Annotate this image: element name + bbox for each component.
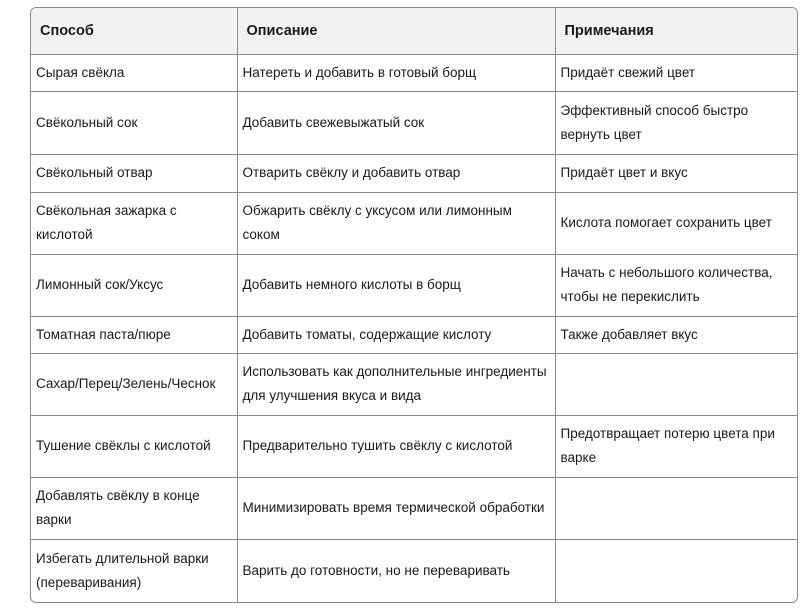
cell-method: Тушение свёклы с кислотой <box>31 415 237 477</box>
cell-notes: Также добавляет вкус <box>555 316 798 353</box>
cell-notes: Предотвращает потерю цвета при варке <box>555 415 798 477</box>
cell-description: Варить до готовности, но не переваривать <box>237 539 555 602</box>
cell-method: Томатная паста/пюре <box>31 316 237 353</box>
table-row <box>31 539 798 602</box>
cell-method: Свёкольный сок <box>31 91 237 154</box>
cell-notes: Начать с небольшого количества, чтобы не перекислить <box>555 254 798 316</box>
cell-description: Предварительно тушить свёклу с кислотой <box>237 415 555 477</box>
cell-method: Добавлять свёклу в конце варки <box>31 477 237 539</box>
table-row <box>31 254 798 316</box>
table-row <box>31 154 798 192</box>
table-header-row <box>31 8 798 54</box>
methods-table <box>31 8 798 602</box>
table-container <box>30 7 798 603</box>
cell-description: Натереть и добавить в готовый борщ <box>237 54 555 91</box>
cell-method: Сахар/Перец/Зелень/Чеснок <box>31 353 237 415</box>
header-notes: Примечания <box>555 8 798 54</box>
cell-description: Добавить томаты, содержащие кислоту <box>237 316 555 353</box>
cell-method: Свёкольная зажарка с кислотой <box>31 192 237 254</box>
cell-notes: Эффективный способ быстро вернуть цвет <box>555 91 798 154</box>
cell-description: Отварить свёклу и добавить отвар <box>237 154 555 192</box>
table-row <box>31 54 798 91</box>
table-row <box>31 353 798 415</box>
table-row <box>31 316 798 353</box>
header-description: Описание <box>237 8 555 54</box>
cell-notes: Придаёт цвет и вкус <box>555 154 798 192</box>
cell-notes: Придаёт свежий цвет <box>555 54 798 91</box>
cell-method: Избегать длительной варки (переваривания) <box>31 539 237 602</box>
table-row <box>31 91 798 154</box>
table-row <box>31 477 798 539</box>
cell-notes <box>555 539 798 602</box>
cell-description: Использовать как дополнительные ингредиенты для улучшения вкуса и вида <box>237 353 555 415</box>
cell-method: Свёкольный отвар <box>31 154 237 192</box>
table-row <box>31 192 798 254</box>
cell-description: Добавить немного кислоты в борщ <box>237 254 555 316</box>
cell-notes <box>555 353 798 415</box>
cell-description: Минимизировать время термической обработки <box>237 477 555 539</box>
cell-method: Сырая свёкла <box>31 54 237 91</box>
cell-description: Добавить свежевыжатый сок <box>237 91 555 154</box>
table-row <box>31 415 798 477</box>
cell-description: Обжарить свёклу с уксусом или лимонным соком <box>237 192 555 254</box>
cell-notes: Кислота помогает сохранить цвет <box>555 192 798 254</box>
header-method: Способ <box>31 8 237 54</box>
cell-method: Лимонный сок/Уксус <box>31 254 237 316</box>
cell-notes <box>555 477 798 539</box>
